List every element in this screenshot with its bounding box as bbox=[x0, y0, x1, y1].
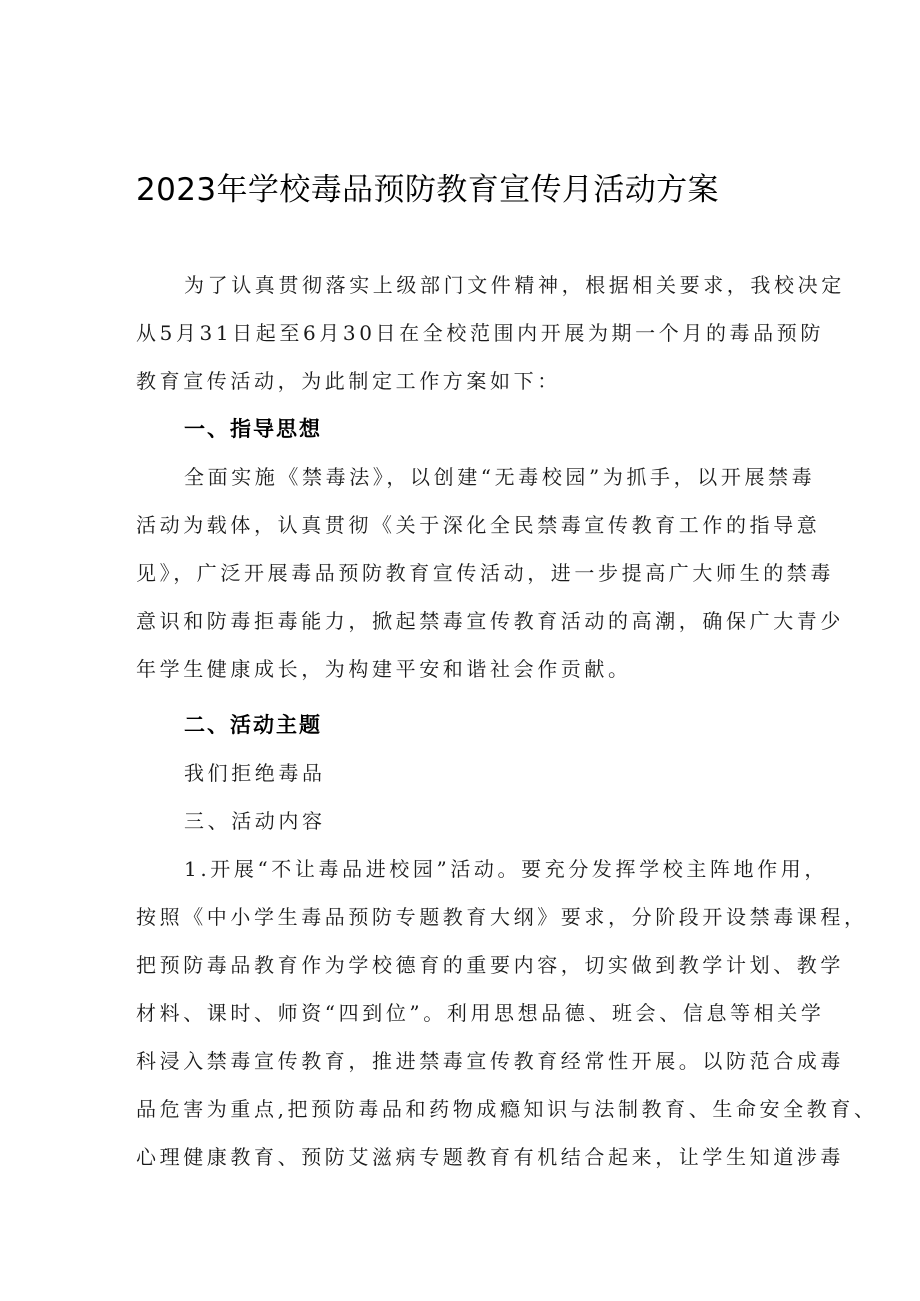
paragraph-line: 把预防毒品教育作为学校德育的重要内容，切实做到教学计划、教学 bbox=[136, 953, 844, 977]
paragraph-line: 我们拒绝毒品 bbox=[184, 761, 326, 785]
paragraph-line: 活动为载体，认真贯彻《关于深化全民禁毒宣传教育工作的指导意 bbox=[136, 513, 821, 537]
intro-line: 教育宣传活动，为此制定工作方案如下： bbox=[136, 369, 561, 393]
paragraph-line: 1.开展“不让毒品进校园”活动。要充分发挥学校主阵地作用， bbox=[184, 857, 828, 881]
paragraph-line: 见》，广泛开展毒品预防教育宣传活动，进一步提高广大师生的禁毒 bbox=[136, 561, 834, 585]
paragraph-line: 科浸入禁毒宣传教育，推进禁毒宣传教育经常性开展。以防范合成毒 bbox=[136, 1049, 844, 1073]
intro-line: 从5月31日起至6月30日在全校范围内开展为期一个月的毒品预防 bbox=[136, 321, 824, 345]
section-heading-guiding-ideology: 一、指导思想 bbox=[184, 417, 322, 441]
paragraph-line: 心理健康教育、预防艾滋病专题教育有机结合起来，让学生知道涉毒 bbox=[136, 1145, 844, 1169]
paragraph-line: 年学生健康成长，为构建平安和谐社会作贡献。 bbox=[136, 657, 632, 681]
paragraph-line: 品危害为重点,把预防毒品和药物成瘾知识与法制教育、生命安全教育、 bbox=[136, 1097, 878, 1121]
section-heading-activity-content: 三、活动内容 bbox=[184, 809, 326, 833]
intro-line: 为了认真贯彻落实上级部门文件精神，根据相关要求，我校决定 bbox=[184, 273, 845, 297]
section-heading-activity-theme: 二、活动主题 bbox=[184, 713, 322, 737]
paragraph-line: 按照《中小学生毒品预防专题教育大纲》要求，分阶段开设禁毒课程， bbox=[136, 905, 868, 929]
paragraph-line: 材料、课时、师资“四到位”。利用思想品德、班会、信息等相关学 bbox=[136, 1001, 825, 1025]
paragraph-line: 意识和防毒拒毒能力，掀起禁毒宣传教育活动的高潮，确保广大青少 bbox=[136, 609, 844, 633]
spacer bbox=[136, 693, 796, 701]
paragraph-line: 全面实施《禁毒法》，以创建“无毒校园”为抓手，以开展禁毒 bbox=[184, 465, 816, 489]
document-title: 2023年学校毒品预防教育宣传月活动方案 bbox=[136, 172, 719, 208]
document-body bbox=[136, 261, 878, 1181]
